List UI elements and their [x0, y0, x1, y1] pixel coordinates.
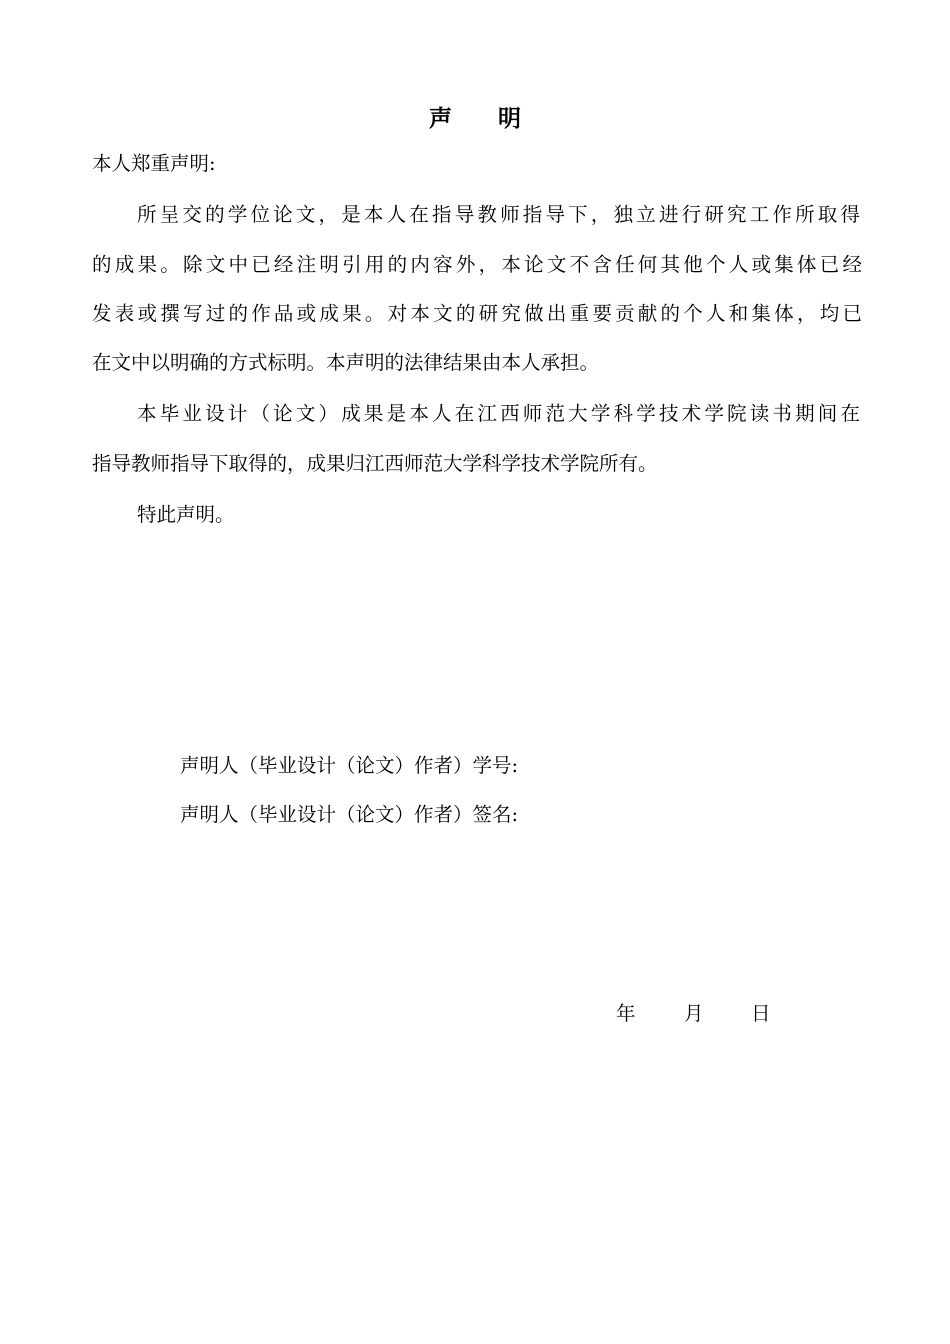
- student-id-label: 声明人（毕业设计（论文）作者）学号:: [180, 754, 519, 777]
- paragraph1-line1: 所呈交的学位论文，是本人在指导教师指导下，独立进行研究工作所取得: [137, 203, 860, 226]
- intro-text: 本人郑重声明:: [92, 152, 216, 175]
- date-year-label: 年: [616, 1002, 636, 1025]
- signature-label: 声明人（毕业设计（论文）作者）签名:: [180, 803, 519, 826]
- date-month-label: 月: [684, 1002, 704, 1025]
- page-title: 声明: [429, 106, 567, 132]
- date-day-label: 日: [751, 1002, 771, 1025]
- paragraph1-line4: 在文中以明确的方式标明。本声明的法律结果由本人承担。: [92, 351, 600, 374]
- paragraph1-line2: 的成果。除文中已经注明引用的内容外，本论文不含任何其他个人或集体已经: [92, 253, 862, 276]
- paragraph2-line2: 指导教师指导下取得的，成果归江西师范大学科学技术学院所有。: [92, 452, 658, 475]
- closing-text: 特此声明。: [137, 503, 235, 526]
- paragraph1-line3: 发表或撰写过的作品或成果。对本文的研究做出重要贡献的个人和集体，均已: [92, 302, 862, 325]
- paragraph2-line1: 本毕业设计（论文）成果是本人在江西师范大学科学技术学院读书期间在: [137, 402, 860, 425]
